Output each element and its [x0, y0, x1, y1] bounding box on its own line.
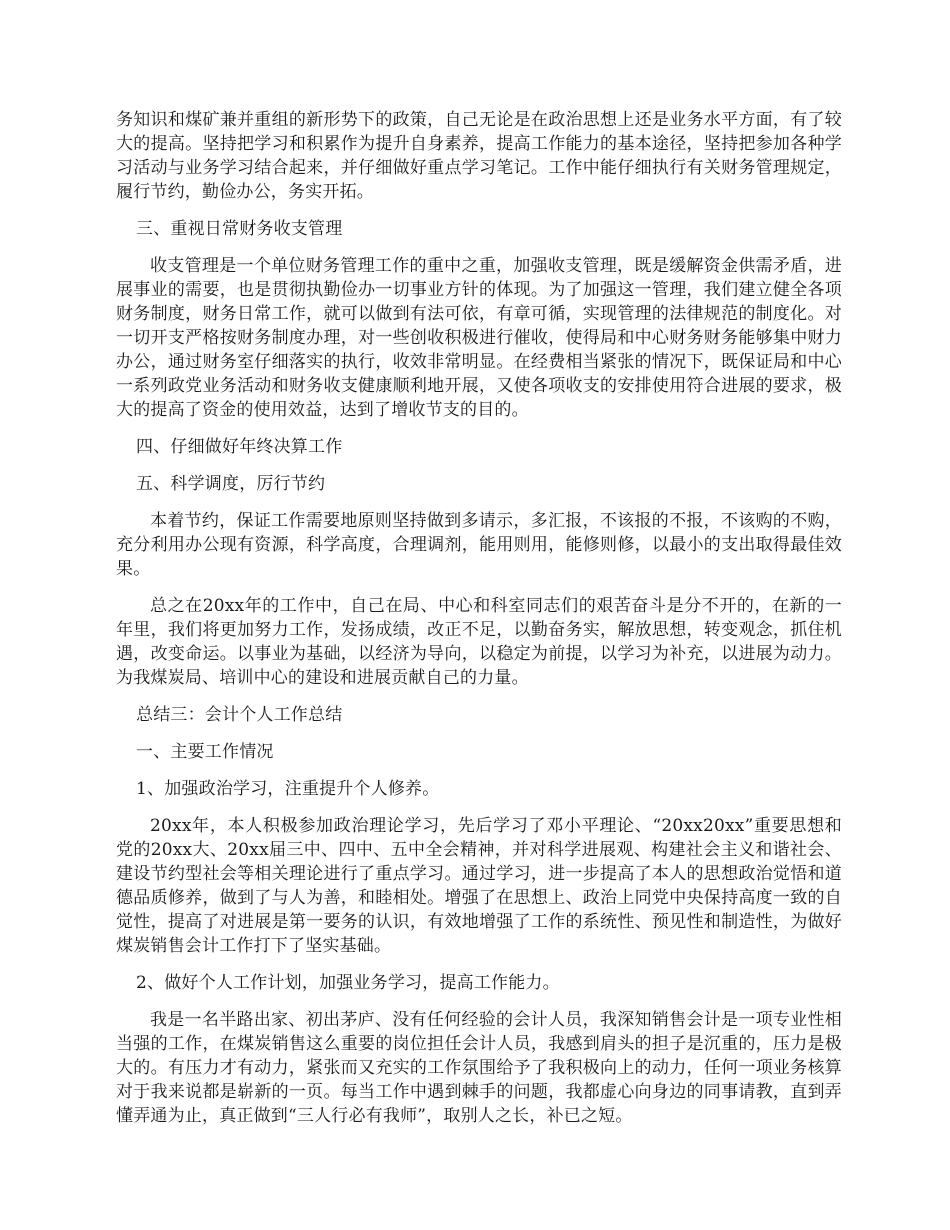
- paragraph: 收支管理是一个单位财务管理工作的重中之重，加强收支管理，既是缓解资金供需矛盾，进展事业的需要，也是贯彻执勤俭办一切事业方针的体现。为了加强这一管理，我们建立健全各项财务制度，财务日常工作，就可以做到有法可依，有章可循，实现管理的法律规范的制度化。对一切开支严格按财务制度办理，对一些创收积极进行催收，使得局和中心财务财务能够集中财力办公，通过财务室仔细落实的执行，收效非常明显。在经费相当紧张的情况下，既保证局和中心一系列政党业务活动和财务收支健康顺利地开展，又使各项收支的安排使用符合进展的要求，极大的提高了资金的使用效益，达到了增收节支的目的。: [116, 256, 842, 420]
- section-heading-1: 一、主要工作情况: [136, 742, 274, 762]
- section-heading-3: 三、重视日常财务收支管理: [136, 219, 343, 239]
- paragraph: 总之在20xx年的工作中，自己在局、中心和科室同志们的艰苦奋斗是分不开的，在新的一年里，我们将更加努力工作，发扬成绩，改正不足，以勤奋务实，解放思想，转变观念，抓住机遇，改变命运。以事业为基础，以经济为导向，以稳定为前提，以学习为补充，以进展为动力。为我煤炭局、培训中心的建设和进展贡献自己的力量。: [116, 596, 842, 688]
- section-heading-4: 四、仔细做好年终决算工作: [136, 437, 343, 457]
- section-heading-5: 五、科学调度，厉行节约: [136, 474, 326, 494]
- paragraph: 20xx年，本人积极参加政治理论学习，先后学习了邓小平理论、“20xx20xx”重要思想和党的20xx大、20xx届三中、四中、五中全会精神，并对科学进展观、构建社会主义和谐社会、建设节约型社会等相关理论进行了重点学习。通过学习，进一步提高了本人的思想政治觉悟和道德品质修养，做到了与人为善，和睦相处。增强了在思想上、政治上同党中央保持高度一致的自觉性，提高了对进展是第一要务的认识，有效地增强了工作的系统性、预见性和制造性，为做好煤炭销售会计工作打下了坚实基础。: [116, 816, 842, 956]
- paragraph: 我是一名半路出家、初出茅庐、没有任何经验的会计人员，我深知销售会计是一项专业性相当强的工作，在煤炭销售这么重要的岗位担任会计人员，我感到肩头的担子是沉重的，压力是极大的。有压力才有动力，紧张而又充实的工作氛围给予了我积极向上的动力，任何一项业务核算对于我来说都是崭新的一页。每当工作中遇到棘手的问题，我都虚心向身边的同事请教，直到弄懂弄通为止，真正做到“三人行必有我师”，取别人之长，补已之短。: [116, 1010, 842, 1126]
- subsection-heading-2: 2、做好个人工作计划，加强业务学习，提高工作能力。: [136, 973, 560, 993]
- paragraph-continued: 务知识和煤矿兼并重组的新形势下的政策，自己无论是在政治思想上还是业务水平方面，有了较大的提高。坚持把学习和积累作为提升自身素养，提高工作能力的基本途径，坚持把参加各种学习活动与业务学习结合起来，并仔细做好重点学习笔记。工作中能仔细执行有关财务管理规定，履行节约，勤俭办公，务实开拓。: [116, 110, 842, 202]
- subsection-heading-1: 1、加强政治学习，注重提升个人修养。: [136, 779, 440, 799]
- paragraph: 本着节约，保证工作需要地原则坚持做到多请示，多汇报，不该报的不报，不该购的不购，充分利用办公现有资源，科学高度，合理调剂，能用则用，能修则修，以最小的支出取得最佳效果。: [116, 511, 842, 579]
- document-page: [116, 108, 842, 1141]
- summary-title: 总结三：会计个人工作总结: [136, 705, 343, 725]
